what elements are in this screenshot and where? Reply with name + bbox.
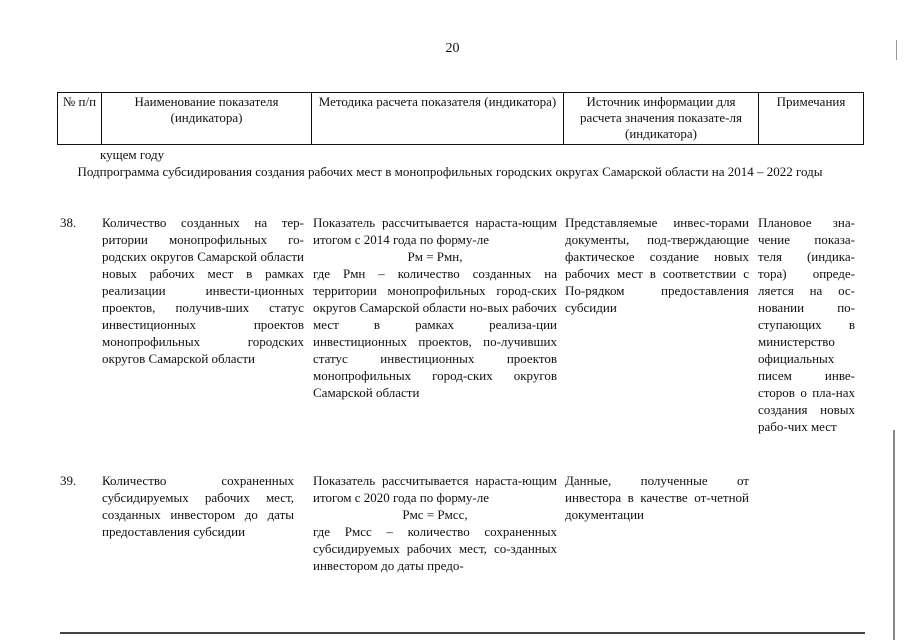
row-number: 39. (60, 473, 77, 488)
header-col-name: Наименование показателя (индикатора) (102, 93, 312, 145)
notes: Плановое зна-чение показа-теля (индика-тора) опреде-ляется на ос-новании по-ступающих в министерство официальных писем инве-сторов о пла-нах создания новых рабо-чих мест (758, 215, 855, 434)
calculation-method (313, 472, 557, 574)
indicator-name: Количество созданных на тер-ритории монопрофильных го-родских округов Самарской области новых рабочих мест в рамках реализации инвести-ционных проектов, получив-ших статус инвестиционных проектов монопрофильных городских округов Самарской области (102, 215, 304, 366)
header-col-source: Источник информации для расчета значения показате-ля (индикатора) (564, 93, 759, 145)
header-col-notes: Примечания (759, 93, 864, 145)
calculation-method (313, 214, 557, 401)
scan-bottom-edge (60, 632, 865, 634)
section-subtitle: Подпрограмма субсидирования создания рабочих мест в монопрофильных городских округах Самарской области на 2014 – 2022 годы (77, 164, 823, 179)
method-details: где Рмсс – количество сохраненных субсидируемых рабочих мест, со-зданных инвестором до даты предо- (313, 524, 557, 573)
method-details: где Рмн – количество созданных на территории монопрофильных город-ских округов Самарской области но-вых рабочих мест в рамках реализа-ции инвестиционных проектов, по-лучивших статус инвестиционных проектов монопрофильных город-ских округов Самарской области (313, 266, 557, 400)
information-source: Представляемые инвес-торами документы, под-тверждающие фактическое создание новых рабочих мест в соответствии с По-рядком предоставления субсидии (565, 215, 749, 315)
formula: Рмс = Рмсс, (402, 507, 468, 522)
formula: Рм = Рмн, (407, 249, 463, 264)
scan-edge (893, 430, 895, 640)
table-header (57, 92, 864, 145)
method-intro: Показатель рассчитывается нараста-ющим итогом с 2020 года по форму-ле (313, 473, 557, 505)
corner-mark (896, 40, 897, 60)
header-col-method: Методика расчета показателя (индикатора) (312, 93, 564, 145)
header-col-num: № п/п (58, 93, 102, 145)
method-intro: Показатель рассчитывается нараста-ющим итогом с 2014 года по форму-ле (313, 215, 557, 247)
information-source: Данные, полученные от инвестора в качестве от-четной документации (565, 473, 749, 522)
row-number: 38. (60, 215, 77, 230)
page-number: 20 (445, 41, 460, 56)
indicator-name: Количество сохраненных субсидируемых рабочих мест, созданных инвестором до даты предоставления субсидии (102, 473, 294, 539)
continuation-text: кущем году (100, 147, 165, 162)
